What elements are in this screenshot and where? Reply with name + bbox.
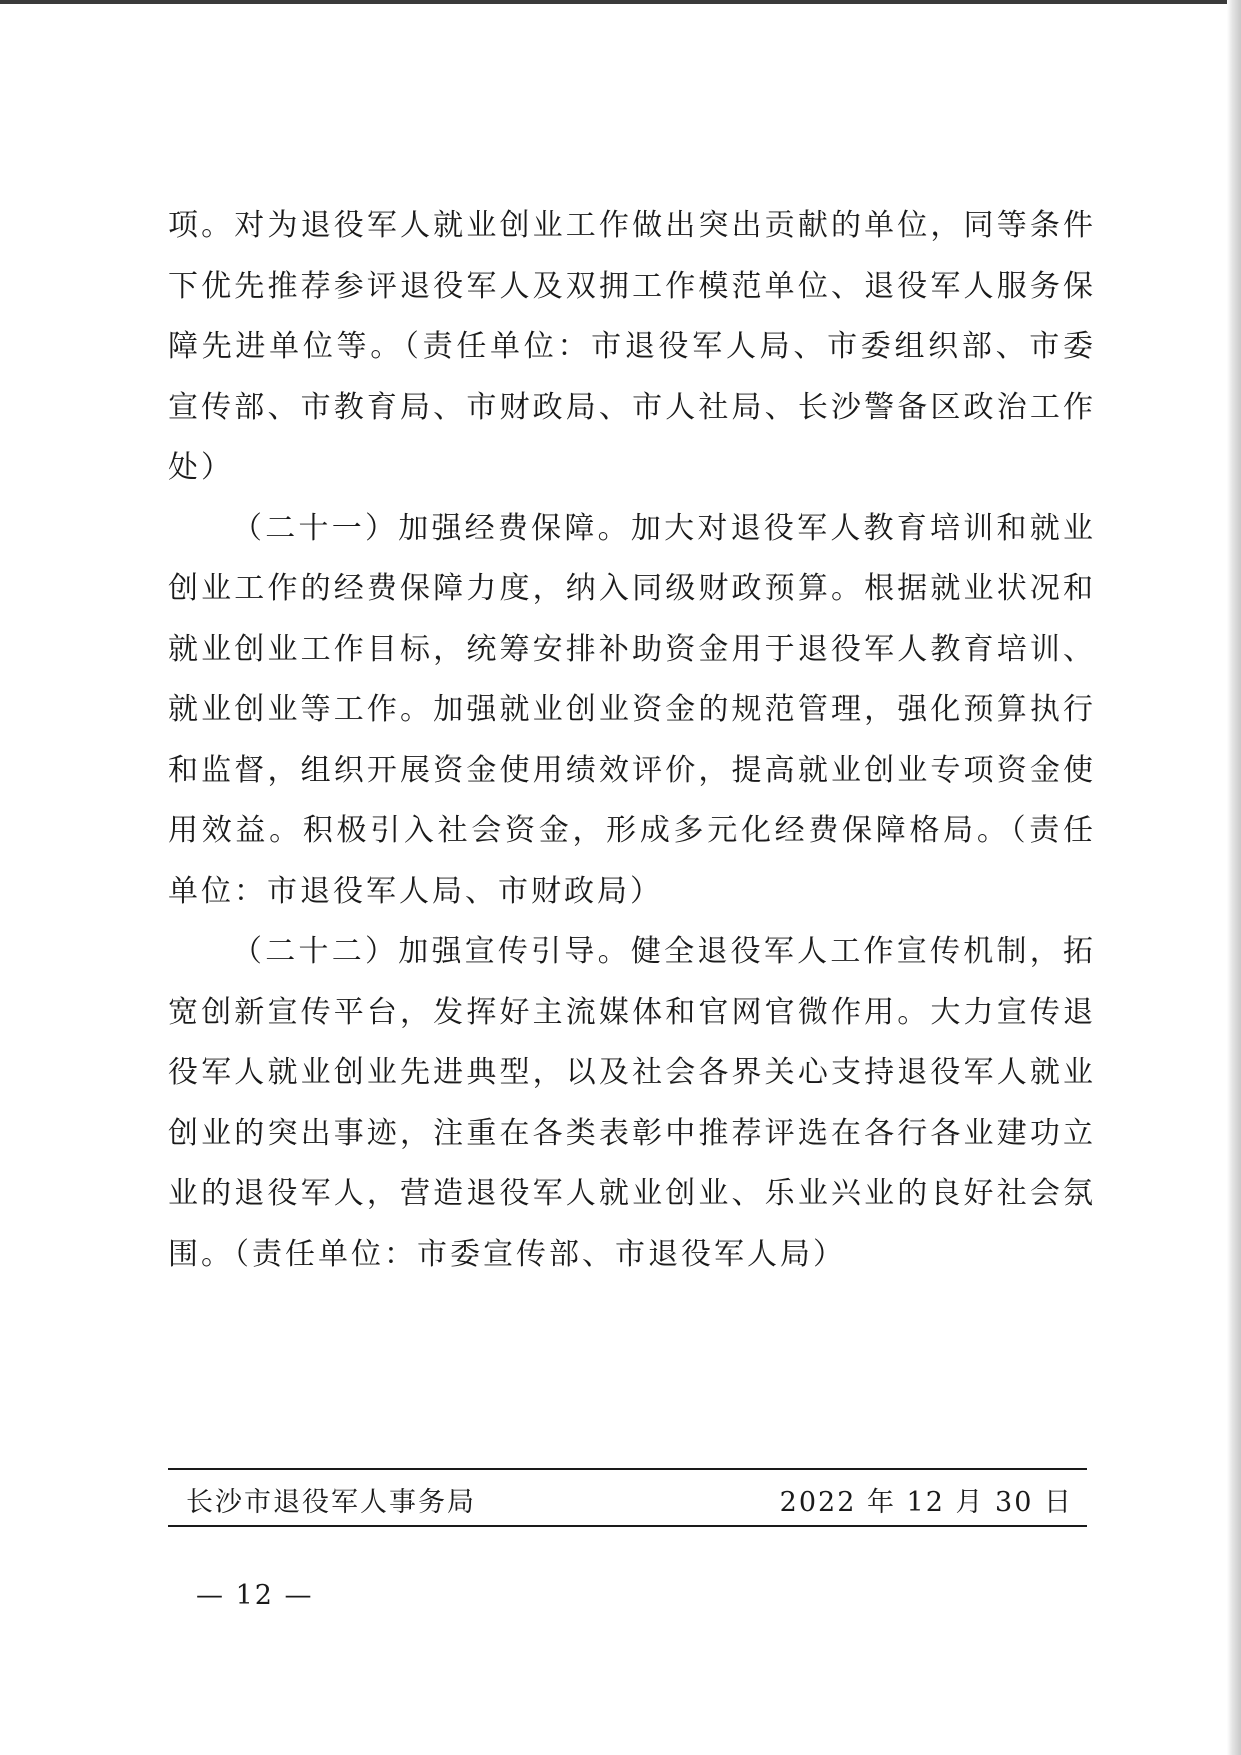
scan-edge-top <box>0 0 1241 4</box>
paragraph-item-21: （二十一）加强经费保障。加大对退役军人教育培训和就业创业工作的经费保障力度，纳入同级财政预算。根据就业状况和就业创业工作目标，统筹安排补助资金用于退役军人教育培训、就业创业等工作。加强就业创业资金的规范管理，强化预算执行和监督，组织开展资金使用绩效评价，提高就业创业专项资金使用效益。积极引入社会资金，形成多元化经费保障格局。（责任单位：市退役军人局、市财政局） <box>168 510 1096 909</box>
footer-issuer: 长沙市退役军人事务局 <box>186 1487 476 1518</box>
scan-edge-right <box>1227 0 1241 1755</box>
document-body <box>168 196 1096 1285</box>
page-number: — 12 — <box>196 1580 314 1611</box>
footer-rule-top <box>168 1468 1087 1470</box>
footer-rule-bottom <box>168 1525 1087 1527</box>
paragraph-item-22: （二十二）加强宣传引导。健全退役军人工作宣传机制，拓宽创新宣传平台，发挥好主流媒体和官网官微作用。大力宣传退役军人就业创业先进典型，以及社会各界关心支持退役军人就业创业的突出事迹，注重在各类表彰中推荐评选在各行各业建功立业的退役军人，营造退役军人就业创业、乐业兴业的良好社会氛围。（责任单位：市委宣传部、市退役军人局） <box>168 934 1096 1272</box>
footer-issue-date: 2022 年 12 月 30 日 <box>779 1487 1073 1518</box>
paragraph-continuation: 项。对为退役军人就业创业工作做出突出贡献的单位，同等条件下优先推荐参评退役军人及双拥工作模范单位、退役军人服务保障先进单位等。（责任单位：市退役军人局、市委组织部、市委宣传部、市教育局、市财政局、市人社局、长沙警备区政治工作处） <box>168 208 1096 485</box>
